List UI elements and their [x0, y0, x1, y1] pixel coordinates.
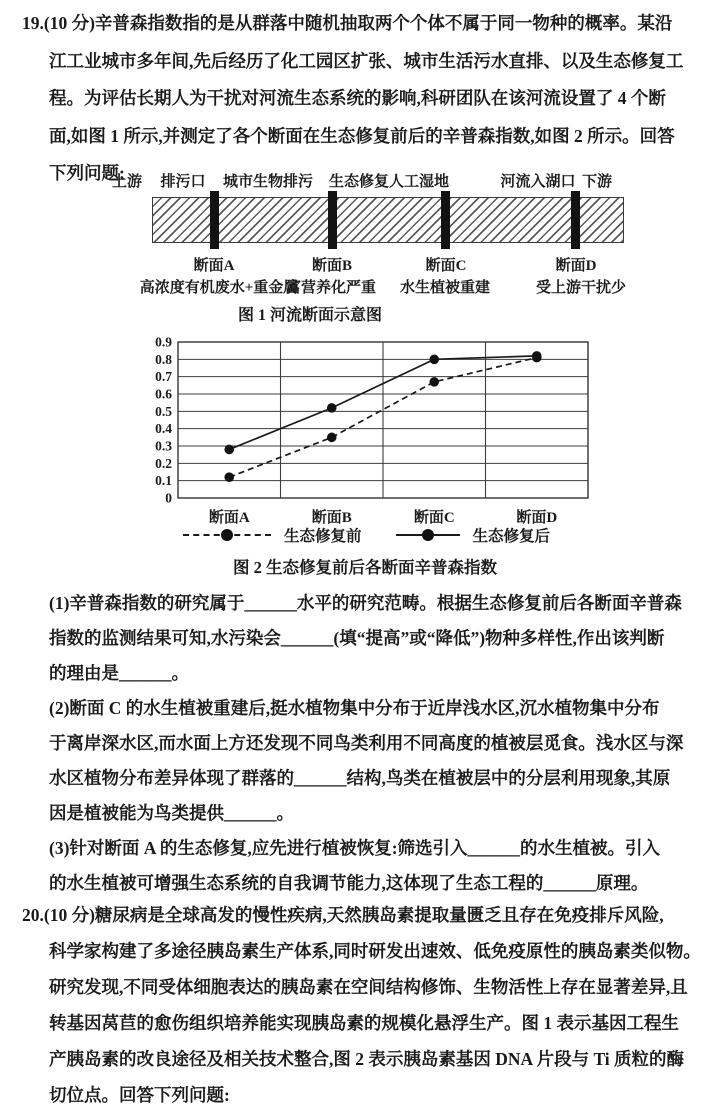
q19-line-5: 下列问题: [49, 163, 125, 183]
q20-line-5: 产胰岛素的改良途径及相关技术整合,图 2 表示胰岛素基因 DNA 片段与 Ti 质粒的酶 [49, 1049, 685, 1069]
chart-legend [183, 524, 550, 546]
svg-text:0.6: 0.6 [155, 386, 172, 402]
section-a-label: 断面A [193, 258, 235, 274]
svg-text:0.9: 0.9 [155, 335, 172, 350]
section-bar-c [441, 191, 450, 249]
section-c-label: 断面C [425, 258, 467, 274]
fig1-label-wetland: 生态修复人工湿地 [328, 174, 450, 190]
section-a-desc: 高浓度有机废水+重金属 [139, 280, 299, 296]
q19-part2-line-3: 水区植物分布差异体现了群落的______结构,鸟类在植被层中的分层利用现象,其原 [49, 768, 671, 788]
q19-line-2: 江工业城市多年间,先后经历了化工园区扩张、城市生活污水直排、以及生态修复工 [49, 50, 684, 71]
q19-line-3: 程。为评估长期人为干扰对河流生态系统的影响,科研团队在该河流设置了 4 个断 [49, 88, 666, 108]
svg-text:0.8: 0.8 [155, 351, 172, 367]
svg-text:0.4: 0.4 [155, 421, 172, 437]
river-hatched-band [152, 197, 624, 243]
q19-part2-line-1: (2)断面 C 的水生植被重建后,挺水植物集中分布于近岸浅水区,沉水植物集中分布 [49, 698, 660, 718]
legend-after-restoration [396, 524, 551, 546]
svg-text:0: 0 [165, 490, 172, 506]
svg-text:0.2: 0.2 [155, 455, 172, 471]
figure2-simpson-chart-block [0, 335, 715, 583]
marker-dot-icon [422, 529, 434, 541]
svg-text:断面A: 断面A [208, 510, 250, 526]
legend-after-label: 生态修复后 [472, 528, 551, 545]
q19-part1-line-1: (1)辛普森指数的研究属于______水平的研究范畴。根据生态修复前后各断面辛普森 [49, 593, 682, 613]
q20-line-2: 科学家构建了多途径胰岛素生产体系,同时研发出速效、低免疫原性的胰岛素类似物。 [49, 941, 701, 961]
fig1-label-lake-inlet: 河流入湖口 [500, 174, 576, 190]
q19-part3-line-1: (3)针对断面 A 的生态修复,应先进行植被恢复:筛选引入______的水生植被。引入 [49, 838, 661, 858]
simpson-index-chart [140, 335, 610, 533]
dashed-line-sample [183, 534, 271, 536]
figure1-caption: 图 1 河流断面示意图 [237, 307, 382, 324]
section-d-desc: 受上游干扰少 [535, 280, 627, 296]
section-c-desc: 水生植被重建 [399, 280, 491, 296]
figure1-river-diagram [0, 168, 715, 330]
svg-text:断面C: 断面C [413, 510, 455, 526]
q19-part1-line-2: 指数的监测结果可知,水污染会______(填“提高”或“降低”)物种多样性,作出该判断 [49, 628, 665, 648]
svg-text:0.1: 0.1 [155, 473, 172, 489]
q19-line-1: 19.(10 分)辛普森指数指的是从群落中随机抽取两个个体不属于同一物种的概率。某沿 [22, 13, 673, 33]
svg-text:断面D: 断面D [516, 510, 558, 526]
fig1-label-downstream: 下游 [581, 174, 613, 190]
question-19-parts [49, 586, 683, 901]
q20-line-1: 20.(10 分)糖尿病是全球高发的慢性疾病,天然胰岛素提取量匮乏且存在免疫排斥风险, [22, 905, 664, 925]
marker-dot-icon [221, 529, 233, 541]
svg-text:0.7: 0.7 [155, 369, 172, 385]
section-bar-a [210, 191, 219, 249]
fig1-label-city-sewage: 城市生物排污 [222, 174, 314, 190]
section-bar-b [328, 191, 337, 249]
q20-line-3: 研究发现,不同受体细胞表达的胰岛素在空间结构修饰、生物活性上存在显著差异,且 [49, 977, 688, 997]
section-b-label: 断面B [311, 258, 353, 274]
q19-line-4: 面,如图 1 所示,并测定了各个断面在生态修复前后的辛普森指数,如图 2 所示。回答 [49, 125, 675, 146]
svg-text:0.5: 0.5 [155, 403, 172, 419]
q20-line-6: 切位点。回答下列问题: [49, 1085, 230, 1105]
legend-before-restoration [183, 524, 362, 546]
section-d-label: 断面D [555, 258, 597, 274]
q19-part3-line-2: 的水生植被可增强生态系统的自我调节能力,这体现了生态工程的______原理。 [49, 873, 649, 893]
q19-part2-line-4: 因是植被能为鸟类提供______。 [49, 803, 294, 823]
svg-text:断面B: 断面B [311, 510, 352, 526]
figure2-caption: 图 2 生态修复前后各断面辛普森指数 [233, 558, 497, 577]
fig1-label-outfall: 排污口 [160, 174, 206, 190]
q19-part1-line-3: 的理由是______。 [49, 663, 189, 683]
legend-before-label: 生态修复前 [284, 528, 362, 545]
question-19 [22, 5, 684, 193]
svg-text:0.3: 0.3 [155, 438, 172, 454]
fig1-label-upstream: 上游 [111, 174, 143, 190]
q19-part2-line-2: 于离岸深水区,而水面上方还发现不同鸟类利用不同高度的植被层觅食。浅水区与深 [49, 733, 684, 753]
solid-line-sample [396, 534, 460, 536]
section-b-desc: 富营养化严重 [285, 280, 377, 296]
q20-line-4: 转基因莴苣的愈伤组织培养能实现胰岛素的规模化悬浮生产。图 1 表示基因工程生 [49, 1013, 679, 1033]
section-bar-d [571, 191, 580, 249]
question-20 [22, 897, 701, 1113]
